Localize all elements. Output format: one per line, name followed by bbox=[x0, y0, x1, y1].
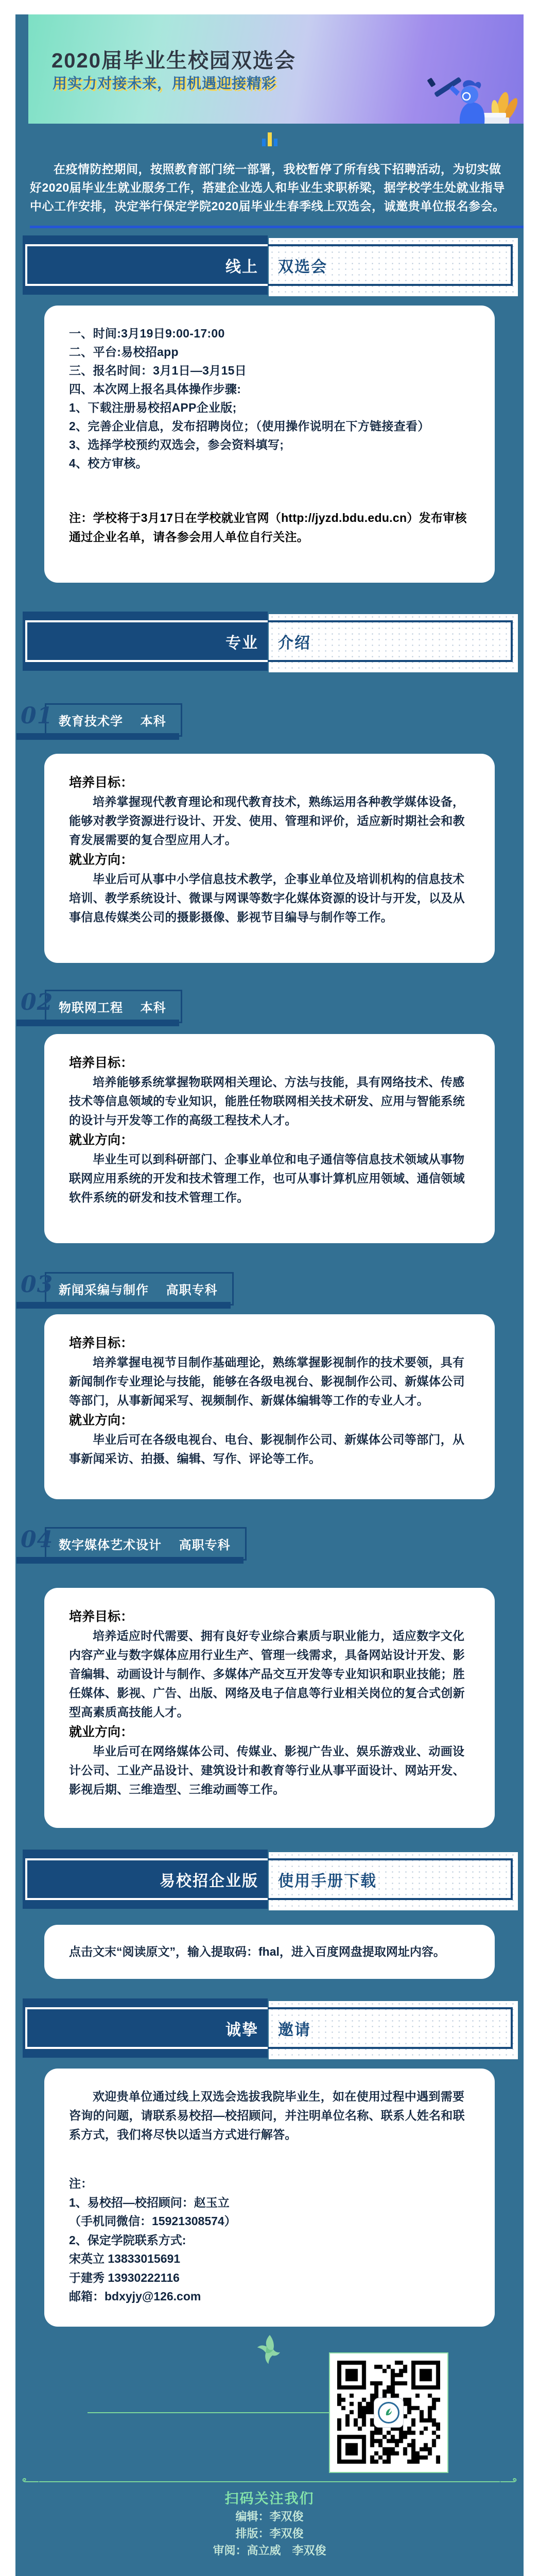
major-title-row-04 bbox=[15, 1527, 524, 1559]
credits bbox=[15, 2508, 524, 2559]
major-number: 03 bbox=[21, 1274, 53, 1296]
curl-right-icon bbox=[500, 2477, 517, 2486]
job-heading: 就业方向： bbox=[69, 1131, 470, 1150]
header-inner-frame bbox=[25, 620, 513, 662]
review-note: 注：学校将于3月17日在学校就业官网（http://jyzd.bdu.edu.cn）发布审核通过企业名单，请各参会用人单位自行关注。 bbox=[69, 509, 470, 547]
banner-subtitle: 用实力对接未来，用机遇迎接精彩 bbox=[53, 72, 276, 93]
header-left-label: 诚挚 bbox=[25, 2007, 268, 2049]
header-inner-frame bbox=[25, 2007, 513, 2049]
info-line: 一、时间:3月19日9:00-17:00 bbox=[69, 324, 470, 343]
contact-line: （手机同微信：15921308574） bbox=[69, 2212, 470, 2231]
green-line bbox=[88, 2412, 329, 2413]
major-level: 本科 bbox=[141, 715, 166, 728]
yellow-bar-icon bbox=[268, 132, 272, 146]
follow-us-label: 扫码关注我们 bbox=[15, 2487, 524, 2507]
info-line: 二、平台:易校招app bbox=[69, 343, 470, 361]
major-level: 高职专科 bbox=[166, 1283, 218, 1297]
job-text: 毕业后可在网络媒体公司、传媒业、影视广告业、娱乐游戏业、动画设计公司、工业产品设计、建筑设计和教育等行业从事平面设计、网站开发、影视后期、三维造型、三维动画等工作。 bbox=[69, 1742, 470, 1799]
major-level: 高职专科 bbox=[179, 1538, 231, 1552]
contact-line: 于建秀 13930222116 bbox=[69, 2268, 470, 2287]
manual-suffix: ，进入百度网盘提取网址内容。 bbox=[280, 1945, 445, 1958]
job-heading: 就业方向： bbox=[69, 851, 470, 870]
info-line: 1、下载注册易校招APP企业版; bbox=[69, 398, 470, 417]
major-card-02 bbox=[44, 1034, 495, 1243]
invitation-text: 欢迎贵单位通过线上双选会选拔我院毕业生，如在使用过程中遇到需要咨询的问题，请联系易校招—校招顾问，并注明单位名称、联系人姓名和联系方式，我们将尽快以适当方式进行解答。 bbox=[69, 2087, 470, 2144]
goal-heading: 培养目标： bbox=[69, 1607, 470, 1626]
major-title: 教育技术学 bbox=[59, 715, 123, 728]
online-info-card bbox=[44, 306, 495, 583]
info-line: 四、本次网上报名具体操作步骤: bbox=[69, 380, 470, 398]
major-number: 02 bbox=[21, 991, 53, 1014]
major-number: 01 bbox=[21, 705, 53, 727]
footer bbox=[15, 2327, 524, 2576]
ornament-divider bbox=[22, 2477, 517, 2486]
header-left-label: 线上 bbox=[25, 244, 268, 286]
major-title: 物联网工程 bbox=[59, 1001, 123, 1015]
job-text: 毕业生可以到科研部门、企事业单位和电子通信等信息技术领域从事物联网应用系统的开发和技术管理工作，也可从事计算机应用领域、通信领域软件系统的研发和技术管理工作。 bbox=[69, 1150, 470, 1207]
info-line: 三、报名时间：3月1日—3月15日 bbox=[69, 361, 470, 380]
major-title-box bbox=[45, 703, 182, 737]
header-inner-frame bbox=[25, 244, 513, 286]
bird-icon bbox=[256, 2333, 283, 2365]
info-line: 2、完善企业信息，发布招聘岗位；（使用操作说明在下方链接查看） bbox=[69, 417, 470, 435]
goal-heading: 培养目标： bbox=[69, 1054, 470, 1073]
credit-layout: 排版：李双俊 bbox=[15, 2525, 524, 2542]
blue-bar-icon bbox=[262, 139, 266, 146]
header-right-label: 使用手册下载 bbox=[268, 1858, 513, 1900]
article-page bbox=[0, 14, 539, 2576]
blue-divider-line bbox=[30, 226, 524, 228]
major-card-01 bbox=[44, 754, 495, 963]
goal-text: 培养掌握现代教育理论和现代教育技术，熟练运用各种教学媒体设备，能够对教学资源进行设计、开发、使用、管理和评价，适应新时期社会和教育发展需要的复合型应用人才。 bbox=[69, 792, 470, 850]
banner bbox=[28, 14, 524, 124]
job-heading: 就业方向： bbox=[69, 1723, 470, 1742]
curl-left-icon bbox=[22, 2477, 39, 2486]
contact-line: 注： bbox=[69, 2174, 470, 2193]
credit-review: 审阅：高立威 李双俊 bbox=[15, 2542, 524, 2559]
extract-code: fhal bbox=[258, 1945, 280, 1958]
banner-title: 2020届毕业生校园双选会 bbox=[51, 44, 296, 74]
school-logo-icon bbox=[378, 2402, 399, 2424]
major-title-row-02 bbox=[15, 990, 524, 1022]
job-text: 毕业后可从事中小学信息技术教学，企事业单位及培训机构的信息技术培训、教学系统设计、微课与网课等数字化媒体资源的设计与开发，以及从事信息传媒类公司的摄影摄像、影视节目编导与制作等工作。 bbox=[69, 870, 470, 927]
header-inner-frame bbox=[25, 1858, 513, 1900]
article-body bbox=[15, 14, 524, 2576]
contact-line: 宋英立 13833015691 bbox=[69, 2249, 470, 2268]
section-header-manual bbox=[15, 1850, 524, 1911]
qr-code-box bbox=[329, 2352, 448, 2473]
goal-text: 培养能够系统掌握物联网相关理论、方法与技能，具有网络技术、传感技术等信息领域的专业知识，能胜任物联网相关技术研发、应用与智能系统的设计与开发等工作的高级工程技术人才。 bbox=[69, 1073, 470, 1130]
manual-download-card bbox=[44, 1925, 495, 1979]
contact-line: 邮箱：bdxyjy@126.com bbox=[69, 2287, 470, 2306]
header-right-label: 介绍 bbox=[268, 620, 513, 662]
major-card-03 bbox=[44, 1314, 495, 1499]
bars-divider-icon bbox=[15, 132, 524, 146]
major-title-row-03 bbox=[15, 1272, 524, 1304]
major-title-box bbox=[45, 990, 182, 1023]
major-title-row-01 bbox=[15, 703, 524, 735]
info-line: 4、校方审核。 bbox=[69, 454, 470, 472]
goal-heading: 培养目标： bbox=[69, 1334, 470, 1353]
section-header-invite bbox=[15, 1998, 524, 2060]
major-number: 04 bbox=[21, 1529, 53, 1551]
job-text: 毕业后可在各级电视台、电台、影视制作公司、新媒体公司等部门，从事新闻采访、拍摄、编辑、写作、评论等工作。 bbox=[69, 1430, 470, 1468]
goal-heading: 培养目标： bbox=[69, 773, 470, 792]
contact-note bbox=[69, 2174, 470, 2306]
section-header-majors bbox=[15, 612, 524, 673]
contact-line: 1、易校招—校招顾问：赵玉立 bbox=[69, 2193, 470, 2212]
major-title: 新闻采编与制作 bbox=[59, 1283, 149, 1297]
major-title-box bbox=[45, 1272, 234, 1306]
telescope-person-illustration bbox=[399, 62, 517, 124]
major-title: 数字媒体艺术设计 bbox=[59, 1538, 162, 1552]
intro-paragraph: 在疫情防控期间，按照教育部门统一部署，我校暂停了所有线下招聘活动，为切实做好2020届毕业生就业服务工作，搭建企业选人和毕业生求职桥梁，据学校学生处就业指导中心工作安排，决定举行保定学院2020届毕业生春季线上双选会，诚邀贵单位报名参会。 bbox=[15, 160, 524, 215]
header-left-label: 专业 bbox=[25, 620, 268, 662]
goal-text: 培养掌握电视节目制作基础理论，熟练掌握影视制作的技术要领，具有新闻制作专业理论与技能，能够在各级电视台、影视制作公司、新媒体公司等部门，从事新闻采写、视频制作、新媒体编辑等工作的专业人才。 bbox=[69, 1353, 470, 1410]
manual-prefix: 点击文末“阅读原文”，输入提取码： bbox=[69, 1945, 258, 1958]
major-level: 本科 bbox=[141, 1001, 166, 1015]
qr-center-logo bbox=[374, 2398, 404, 2428]
job-heading: 就业方向： bbox=[69, 1411, 470, 1430]
header-left-label: 易校招企业版 bbox=[25, 1858, 268, 1900]
section-header-online bbox=[15, 235, 524, 297]
header-right-label: 双选会 bbox=[268, 244, 513, 286]
blue-bar-icon bbox=[274, 139, 277, 146]
contact-line: 2、保定学院联系方式: bbox=[69, 2231, 470, 2250]
info-line: 3、选择学校预约双选会，参会资料填写; bbox=[69, 435, 470, 454]
major-card-04 bbox=[44, 1588, 495, 1828]
credit-editor: 编辑：李双俊 bbox=[15, 2508, 524, 2525]
goal-text: 培养适应时代需要、拥有良好专业综合素质与职业能力，适应数字文化内容产业与数字媒体应用行业生产、管理一线需求，具备网站设计开发、影音编辑、动画设计与制作、多媒体产品交互开发等专业知识和职业技能；胜任媒体、影视、广告、出版、网络及电子信息等行业相关岗位的复合式创新型高素质高技能人才。 bbox=[69, 1626, 470, 1722]
header-right-label: 邀请 bbox=[268, 2007, 513, 2049]
invitation-card bbox=[44, 2069, 495, 2327]
major-title-box bbox=[45, 1527, 247, 1561]
manual-instruction bbox=[69, 1942, 470, 1961]
ornament-line bbox=[39, 2481, 500, 2482]
